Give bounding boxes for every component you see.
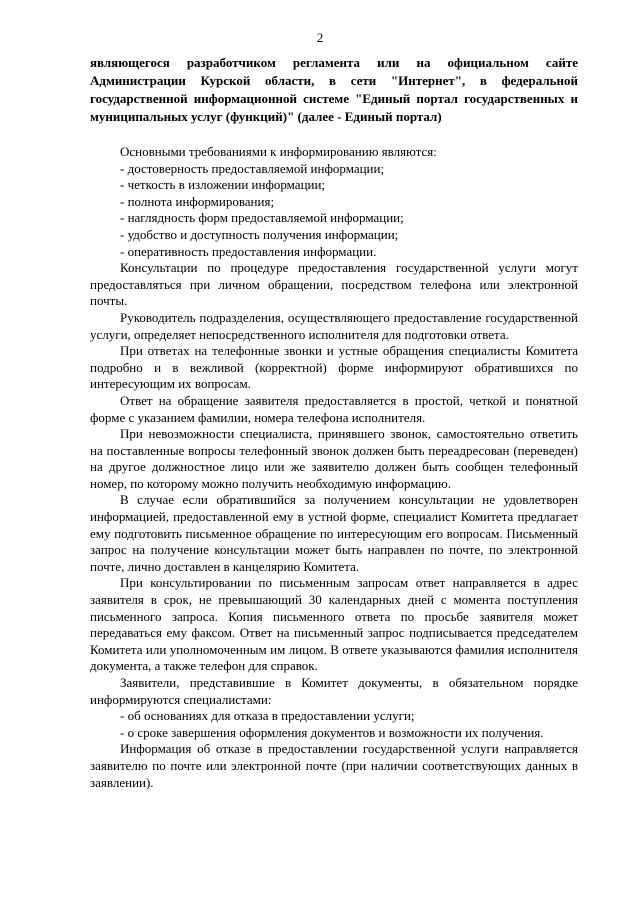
paragraph: Руководитель подразделения, осуществляющего предоставление государственной услуги, определяет непосредственного исполнителя для подготовки ответа. xyxy=(90,309,578,342)
list-item: - четкость в изложении информации; xyxy=(120,177,326,193)
paragraph-list xyxy=(90,144,578,791)
bold-intro-paragraph: являющегося разработчиком регламента или на официальном сайте Администрации Курской области, в сети "Интернет", в федеральной государственной информационной системе "Единый портал государственных и муниципальных услуг (функций)" (далее - Единый портал) xyxy=(90,55,578,124)
paragraph: Основными требованиями к информированию являются: xyxy=(120,144,437,159)
paragraph: При невозможности специалиста, принявшего звонок, самостоятельно ответить на поставленные вопросы телефонный звонок должен быть переадресован (переведен) на другое должностное лицо или же заявителю должен быть сообщен телефонный номер, по которому можно получить необходимую информацию. xyxy=(90,426,578,491)
list-item: - полнота информирования; xyxy=(120,193,275,209)
paragraph: Ответ на обращение заявителя предоставляется в простой, четкой и понятной форме с указанием фамилии, номера телефона исполнителя. xyxy=(90,392,578,425)
paragraph: При консультировании по письменным запросам ответ направляется в адрес заявителя в срок, не превышающий 30 календарных дней с момента поступления письменного запроса. Копия письменного ответа по просьбе заявителя может передаваться ему факсом. Ответ на письменный запрос подписывается председателем Комитета или уполномоченным им лицом. В ответе указываются фамилия исполнителя документа, а также телефон для справок. xyxy=(90,575,578,674)
list-item: - об основаниях для отказа в предоставлении услуги; xyxy=(120,708,415,724)
paragraph: В случае если обратившийся за получением консультации не удовлетворен информацией, предоставленной ему в устной форме, специалист Комитета предлагает ему подготовить письменное обращение по интересующим его вопросам. Письменный запрос на получение консультации может быть направлен по почте, по электронной почте, лично доставлен в канцелярию Комитета. xyxy=(90,492,578,574)
list-item: - удобство и доступность получения информации; xyxy=(120,226,399,242)
paragraph: Заявители, представившие в Комитет документы, в обязательном порядке информируются специалистами: xyxy=(90,675,578,707)
list-item: - оперативность предоставления информации. xyxy=(120,243,377,259)
paragraph-gap xyxy=(90,126,578,144)
page-number: 2 xyxy=(316,30,324,45)
list-item: - о сроке завершения оформления документов и возможности их получения. xyxy=(120,724,544,740)
paragraph: Консультации по процедуре предоставления государственной услуги могут предоставляться при личном обращении, посредством телефона или электронной почты. xyxy=(90,260,578,309)
paragraph: При ответах на телефонные звонки и устные обращения специалисты Комитета подробно и в вежливой (корректной) форме информируют обратившихся по интересующим их вопросам. xyxy=(90,343,578,392)
document-body xyxy=(90,54,578,791)
list-item: - достоверность предоставляемой информации; xyxy=(120,160,385,176)
list-item: - наглядность форм предоставляемой информации; xyxy=(120,210,404,226)
paragraph: Информация об отказе в предоставлении государственной услуги направляется заявителю по почте или электронной почте (при наличии соответствующих данных в заявлении). xyxy=(90,741,578,790)
